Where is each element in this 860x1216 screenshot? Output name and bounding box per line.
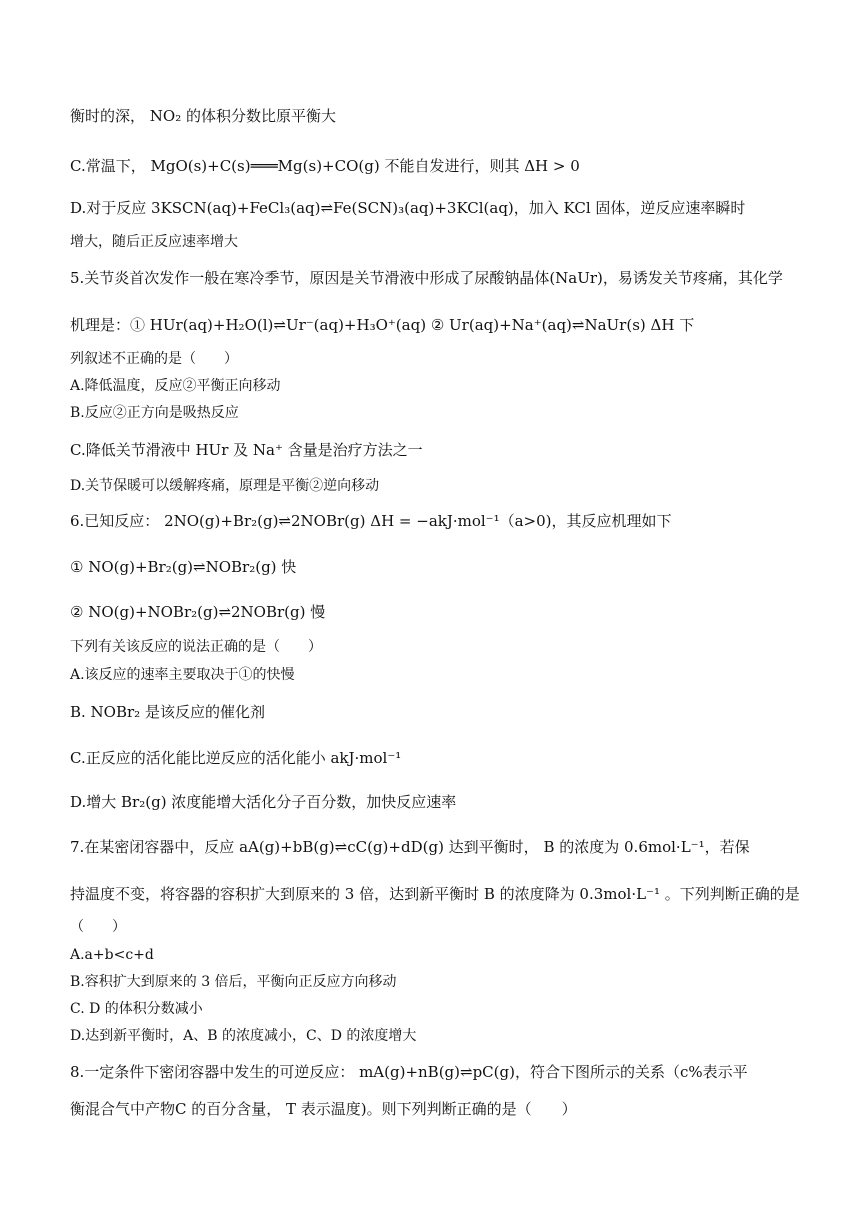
- text-line: A.降低温度，反应②平衡正向移动: [70, 378, 281, 394]
- text-line: 8.一定条件下密闭容器中发生的可逆反应： mA(g)+nB(g)⇌pC(g)，符合下图所示的关系（c%表示平: [70, 1063, 748, 1081]
- text-line: C.常温下， MgO(s)+C(s)═══Mg(s)+CO(g) 不能自发进行，则其 ΔH > 0: [70, 157, 580, 175]
- text-line: 增大，随后正反应速率增大: [70, 234, 238, 250]
- text-line: D.达到新平衡时，A、B 的浓度减小，C、D 的浓度增大: [70, 1028, 417, 1044]
- text-line: D.对于反应 3KSCN(aq)+FeCl₃(aq)⇌Fe(SCN)₃(aq)+3KCl(aq)，加入 KCl 固体，逆反应速率瞬时: [70, 199, 746, 217]
- text-line: 衡时的深， NO₂ 的体积分数比原平衡大: [70, 107, 336, 125]
- text-line: C. D 的体积分数减小: [70, 1001, 203, 1017]
- text-line: （ ）: [70, 919, 126, 935]
- text-line: ① NO(g)+Br₂(g)⇌NOBr₂(g) 快: [70, 558, 297, 576]
- text-line: D.关节保暖可以缓解疼痛，原理是平衡②逆向移动: [70, 478, 380, 494]
- text-line: 6.已知反应： 2NO(g)+Br₂(g)⇌2NOBr(g) ΔH = −akJ·mol⁻¹（a>0)，其反应机理如下: [70, 512, 672, 530]
- text-line: 持温度不变，将容器的容积扩大到原来的 3 倍，达到新平衡时 B 的浓度降为 0.3mol·L⁻¹ 。下列判断正确的是: [70, 885, 800, 903]
- text-line: B. NOBr₂ 是该反应的催化剂: [70, 703, 265, 721]
- text-line: 5.关节炎首次发作一般在寒冷季节，原因是关节滑液中形成了尿酸钠晶体(NaUr)，易诱发关节疼痛，其化学: [70, 269, 783, 287]
- text-line: A.该反应的速率主要取决于①的快慢: [70, 667, 295, 683]
- text-line: 列叙述不正确的是（ ）: [70, 351, 238, 367]
- text-line: ② NO(g)+NOBr₂(g)⇌2NOBr(g) 慢: [70, 603, 326, 621]
- text-line: 下列有关该反应的说法正确的是（ ）: [70, 639, 322, 655]
- text-line: 机理是：① HUr(aq)+H₂O(l)⇌Ur⁻(aq)+H₃O⁺(aq) ② Ur(aq)+Na⁺(aq)⇌NaUr(s) ΔH 下: [70, 316, 695, 334]
- text-line: B.反应②正方向是吸热反应: [70, 405, 239, 421]
- text-line: C.降低关节滑液中 HUr 及 Na⁺ 含量是治疗方法之一: [70, 441, 423, 459]
- text-line: C.正反应的活化能比逆反应的活化能小 akJ·mol⁻¹: [70, 749, 402, 767]
- text-line: 7.在某密闭容器中，反应 aA(g)+bB(g)⇌cC(g)+dD(g) 达到平衡时， B 的浓度为 0.6mol·L⁻¹，若保: [70, 838, 750, 856]
- text-line: A.a+b<c+d: [70, 947, 154, 963]
- text-line: D.增大 Br₂(g) 浓度能增大活化分子百分数，加快反应速率: [70, 793, 457, 811]
- text-line: 衡混合气中产物C 的百分含量， T 表示温度)。则下列判断正确的是（ ）: [70, 1100, 577, 1118]
- text-line: B.容积扩大到原来的 3 倍后，平衡向正反应方向移动: [70, 974, 397, 990]
